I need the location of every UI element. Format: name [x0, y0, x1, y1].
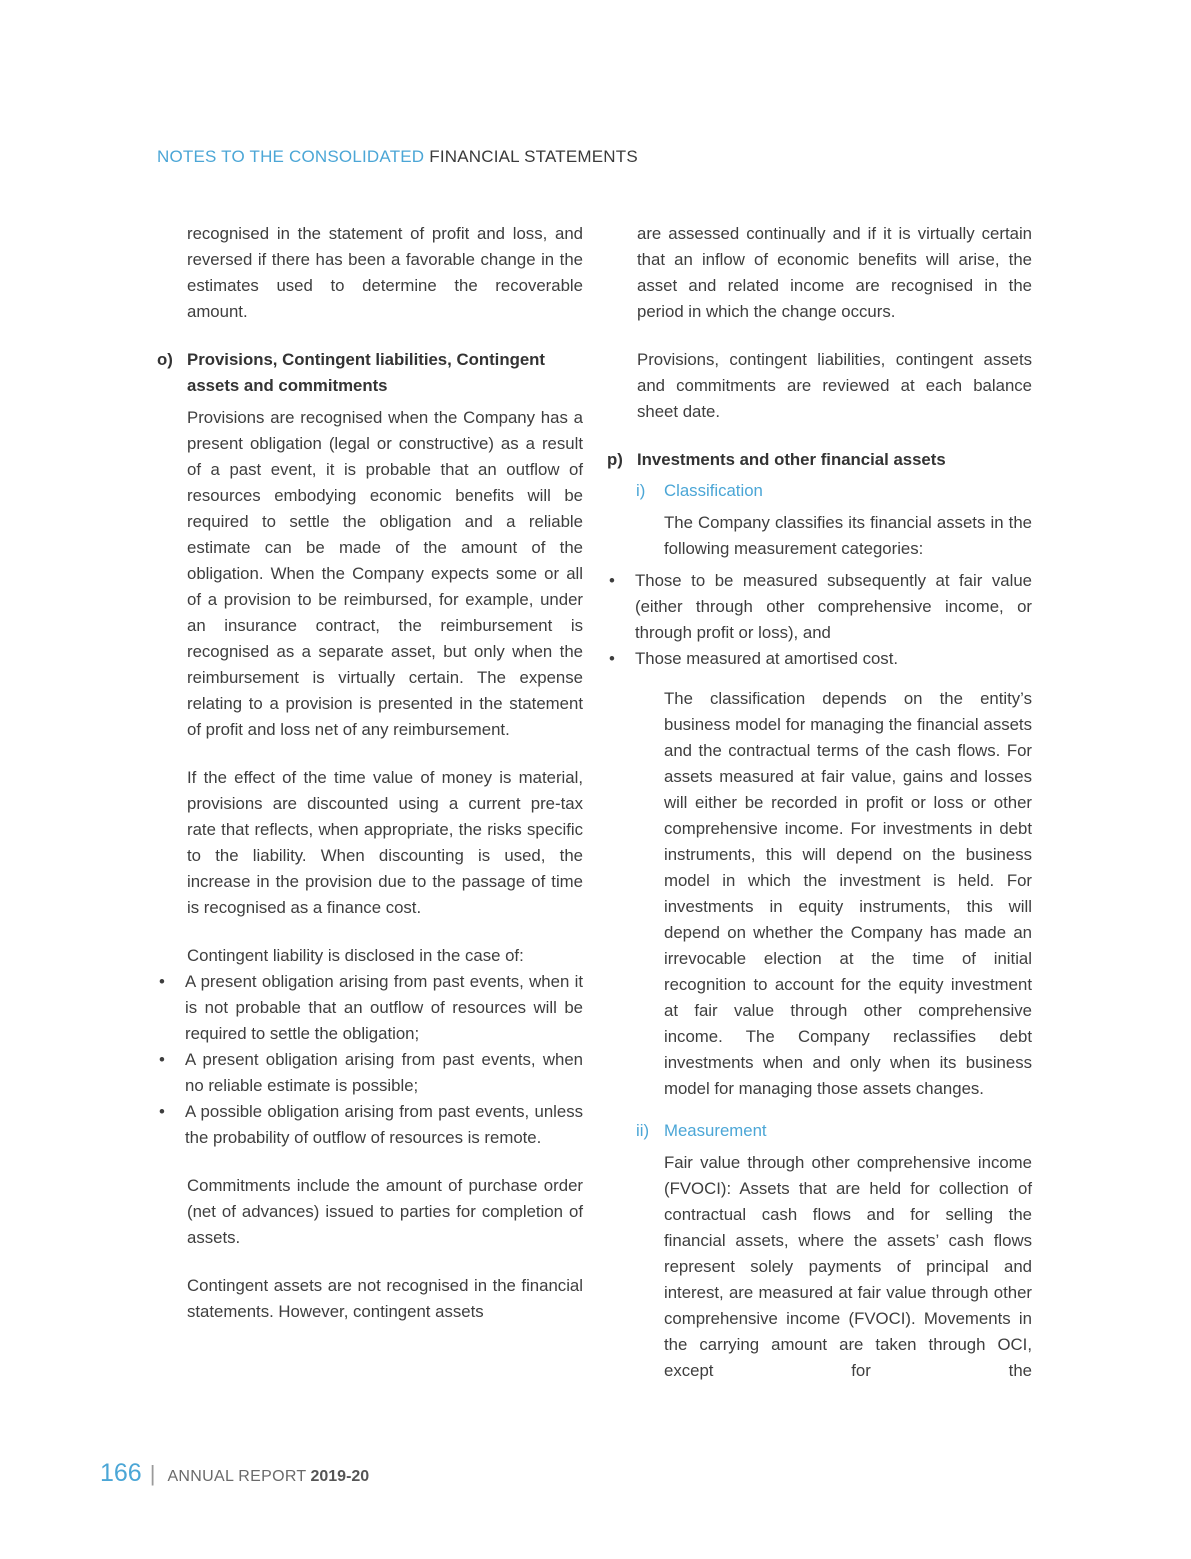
paragraph: Contingent liability is disclosed in the case of: [187, 946, 524, 965]
list-item: • A present obligation arising from past events, when no reliable estimate is possible; [157, 1047, 583, 1099]
right-column [607, 221, 1032, 1384]
list-item: • Those measured at amortised cost. [607, 646, 1032, 672]
paragraph: The Company classifies its financial assets in the following measurement categories: [664, 513, 1032, 558]
header-title-part1: NOTES TO THE CONSOLIDATED [157, 147, 425, 166]
section-title: Investments and other financial assets [637, 450, 946, 469]
paragraph: If the effect of the time value of money is material, provisions are discounted using a current pre-tax rate that reflects, when appropriate, the risks specific to the liability. When discounting is used, the increase in the provision due to the passage of time is recognised as a finance cost. [187, 768, 583, 917]
bullet-icon: • [609, 649, 615, 668]
report-name: ANNUAL REPORT [167, 1468, 307, 1485]
bullet-list [157, 969, 583, 1151]
paragraph: recognised in the statement of profit and loss, and reversed if there has been a favorable change in the estimates used to determine the recoverable amount. [187, 224, 583, 321]
paragraph: Contingent assets are not recognised in the financial statements. However, contingent assets [187, 1276, 583, 1321]
list-item: • Those to be measured subsequently at fair value (either through other comprehensive income, or through profit or loss), and [607, 568, 1032, 646]
running-header [157, 147, 638, 167]
page-footer [100, 1459, 369, 1488]
subsection-measurement-heading [636, 1118, 1032, 1144]
section-letter: p) [607, 450, 623, 469]
section-letter: o) [157, 350, 173, 369]
paragraph: Provisions are recognised when the Company has a present obligation (legal or constructive) as a result of a past event, it is probable that an outflow of resources embodying economic benefits will be required to settle the obligation and a reliable estimate can be made of the amount of the obligation. When the Company expects some or all of a provision to be reimbursed, for example, under an insurance contract, the reimbursement is recognised as a separate asset, but only when the reimbursement is virtually certain. The expense relating to a provision is presented in the statement of profit and loss net of any reimbursement. [187, 408, 583, 739]
bullet-icon: • [159, 1102, 165, 1121]
subsection-numeral: ii) [636, 1121, 650, 1140]
paragraph: Provisions, contingent liabilities, contingent assets and commitments are reviewed at each balance sheet date. [637, 350, 1032, 421]
list-item: • A present obligation arising from past events, when it is not probable that an outflow of resources will be required to settle the obligation; [157, 969, 583, 1047]
paragraph: The classification depends on the entity’s business model for managing the financial assets and the contractual terms of the cash flows. For assets measured at fair value, gains and losses will either be recorded in profit or loss or other comprehensive income. For investments in debt instruments, this will depend on the business model in which the investment is held. For investments in equity instruments, this will depend on whether the Company has made an irrevocable election at the time of initial recognition to account for the equity investment at fair value through other comprehensive income. The Company reclassifies debt investments when and only when its business model for managing those assets changes. [664, 689, 1032, 1098]
bullet-icon: • [159, 972, 165, 991]
section-p-heading [607, 447, 1032, 473]
bullet-icon: • [609, 571, 615, 590]
header-title-part2: FINANCIAL STATEMENTS [429, 147, 638, 166]
section-o-heading [157, 347, 583, 399]
subsection-title: Measurement [664, 1121, 767, 1140]
paragraph: Commitments include the amount of purchase order (net of advances) issued to parties for completion of assets. [187, 1176, 583, 1247]
page-number: 166 [100, 1459, 142, 1487]
subsection-numeral: i) [636, 481, 646, 500]
report-year: 2019-20 [310, 1468, 370, 1485]
bullet-list [607, 568, 1032, 672]
left-column [157, 221, 583, 1325]
list-item: • A possible obligation arising from past events, unless the probability of outflow of resources is remote. [157, 1099, 583, 1151]
footer-separator: | [149, 1461, 156, 1486]
section-title: Provisions, Contingent liabilities, Contingent assets and commitments [187, 350, 546, 395]
subsection-title: Classification [664, 481, 763, 500]
paragraph: Fair value through other comprehensive income (FVOCI): Assets that are held for collection of contractual cash flows and for selling the financial assets, where the assets’ cash flows represent solely payments of principal and interest, are measured at fair value through other comprehensive income (FVOCI). Movements in the carrying amount are taken through OCI, except for the [664, 1153, 1032, 1380]
subsection-classification-heading [636, 478, 1032, 504]
bullet-icon: • [159, 1050, 165, 1069]
paragraph: are assessed continually and if it is virtually certain that an inflow of economic benefits will arise, the asset and related income are recognised in the period in which the change occurs. [637, 224, 1032, 321]
